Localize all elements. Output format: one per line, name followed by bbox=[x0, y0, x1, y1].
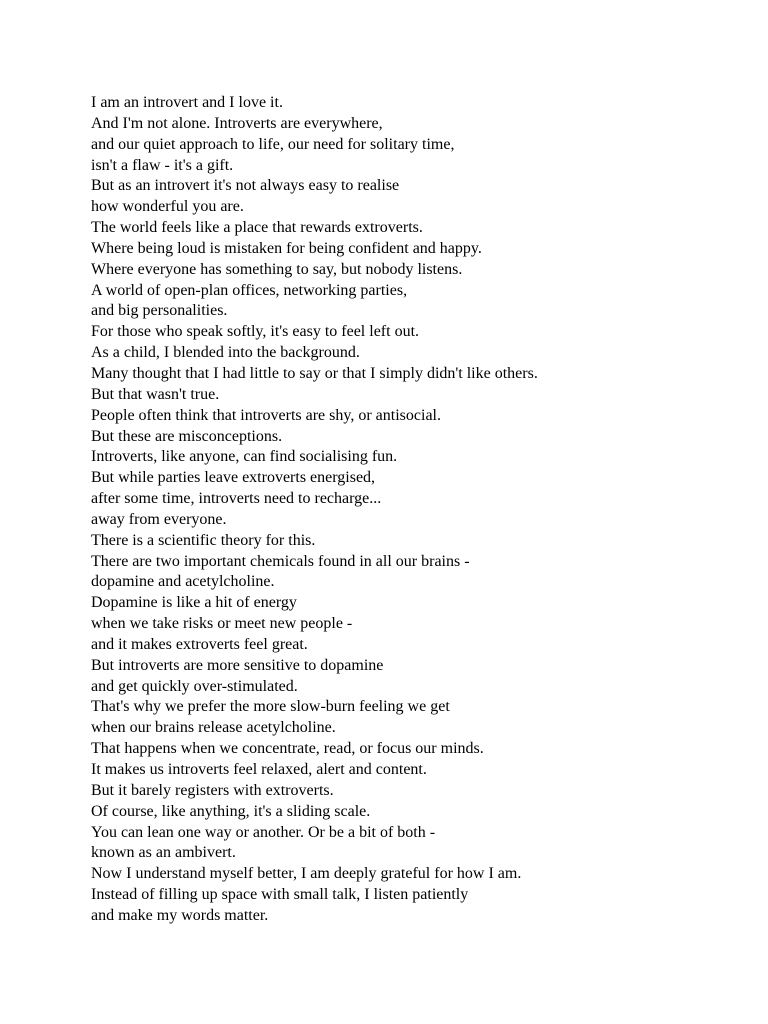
text-line: It makes us introverts feel relaxed, alert and content. bbox=[91, 761, 427, 778]
text-line: known as an ambivert. bbox=[91, 844, 236, 862]
text-line: The world feels like a place that rewards extroverts. bbox=[91, 219, 423, 237]
text-line: and it makes extroverts feel great. bbox=[91, 635, 308, 653]
text-line: and big personalities. bbox=[91, 302, 228, 320]
text-line: away from everyone. bbox=[91, 510, 227, 528]
text-line: after some time, introverts need to recharge... bbox=[91, 490, 382, 508]
text-line: But introverts are more sensitive to dopamine bbox=[91, 656, 384, 674]
text-line: Where everyone has something to say, but nobody listens. bbox=[91, 260, 463, 278]
text-line: You can lean one way or another. Or be a bit of both - bbox=[91, 823, 436, 841]
text-line: when our brains release acetylcholine. bbox=[91, 719, 336, 737]
body-text bbox=[91, 93, 731, 927]
text-line: People often think that introverts are shy, or antisocial. bbox=[91, 406, 441, 424]
text-line: Instead of filling up space with small talk, I listen patiently bbox=[91, 886, 469, 904]
text-line: Many thought that I had little to say or that I simply didn't like others. bbox=[91, 364, 538, 382]
text-line: and make my words matter. bbox=[91, 906, 269, 924]
text-line: isn't a flaw - it's a gift. bbox=[91, 156, 234, 174]
text-line: But it barely registers with extroverts. bbox=[91, 781, 334, 799]
text-line: That happens when we concentrate, read, or focus our minds. bbox=[91, 740, 484, 758]
text-line: That's why we prefer the more slow-burn feeling we get bbox=[91, 698, 450, 716]
text-line: But that wasn't true. bbox=[91, 385, 220, 403]
text-line: Dopamine is like a hit of energy bbox=[91, 594, 297, 612]
text-line: when we take risks or meet new people - bbox=[91, 615, 353, 633]
text-line: I am an introvert and I love it. bbox=[91, 94, 283, 111]
text-line: dopamine and acetylcholine. bbox=[91, 573, 275, 591]
text-line: And I'm not alone. Introverts are everywhere, bbox=[91, 114, 383, 132]
text-line: But while parties leave extroverts energised, bbox=[91, 469, 376, 487]
text-line: how wonderful you are. bbox=[91, 198, 244, 216]
text-line: Of course, like anything, it's a sliding scale. bbox=[91, 802, 371, 820]
text-line: There are two important chemicals found in all our brains - bbox=[91, 552, 470, 570]
text-line: But these are misconceptions. bbox=[91, 427, 283, 445]
text-line: For those who speak softly, it's easy to feel left out. bbox=[91, 323, 420, 341]
text-line: As a child, I blended into the background. bbox=[91, 344, 360, 362]
text-line: Introverts, like anyone, can find socialising fun. bbox=[91, 448, 398, 466]
text-line: But as an introvert it's not always easy to realise bbox=[91, 177, 400, 195]
text-line: and our quiet approach to life, our need for solitary time, bbox=[91, 135, 455, 153]
text-line: A world of open-plan offices, networking parties, bbox=[91, 281, 408, 299]
text-line: Where being loud is mistaken for being confident and happy. bbox=[91, 239, 482, 257]
text-line: Now I understand myself better, I am deeply grateful for how I am. bbox=[91, 865, 522, 883]
text-line: There is a scientific theory for this. bbox=[91, 531, 316, 549]
text-line: and get quickly over-stimulated. bbox=[91, 677, 298, 695]
